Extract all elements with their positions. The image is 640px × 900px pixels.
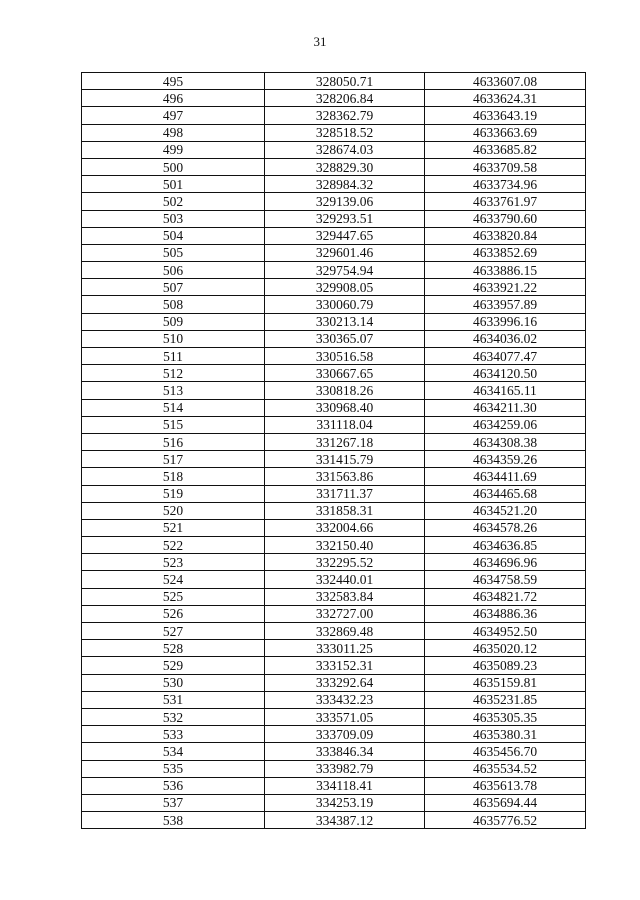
y-coordinate-cell: 4634165.11 <box>425 382 586 399</box>
point-number-cell: 523 <box>82 554 265 571</box>
y-coordinate-cell: 4634465.68 <box>425 485 586 502</box>
y-coordinate-cell: 4634211.30 <box>425 399 586 416</box>
point-number-cell: 524 <box>82 571 265 588</box>
table-row <box>82 657 586 674</box>
y-coordinate-cell: 4634077.47 <box>425 348 586 365</box>
point-number-cell: 496 <box>82 90 265 107</box>
point-number-cell: 499 <box>82 141 265 158</box>
y-coordinate-cell: 4633921.22 <box>425 279 586 296</box>
x-coordinate-cell: 331711.37 <box>265 485 425 502</box>
x-coordinate-cell: 333432.23 <box>265 691 425 708</box>
point-number-cell: 511 <box>82 348 265 365</box>
x-coordinate-cell: 332727.00 <box>265 605 425 622</box>
table-row <box>82 485 586 502</box>
x-coordinate-cell: 328984.32 <box>265 176 425 193</box>
x-coordinate-cell: 333982.79 <box>265 760 425 777</box>
point-number-cell: 500 <box>82 158 265 175</box>
x-coordinate-cell: 332583.84 <box>265 588 425 605</box>
point-number-cell: 503 <box>82 210 265 227</box>
table-row <box>82 158 586 175</box>
table-row <box>82 468 586 485</box>
x-coordinate-cell: 332295.52 <box>265 554 425 571</box>
x-coordinate-cell: 333292.64 <box>265 674 425 691</box>
x-coordinate-cell: 334387.12 <box>265 812 425 829</box>
table-row <box>82 73 586 90</box>
table-row <box>82 554 586 571</box>
y-coordinate-cell: 4634636.85 <box>425 537 586 554</box>
x-coordinate-cell: 331118.04 <box>265 416 425 433</box>
table-row <box>82 433 586 450</box>
y-coordinate-cell: 4633734.96 <box>425 176 586 193</box>
x-coordinate-cell: 333011.25 <box>265 640 425 657</box>
x-coordinate-cell: 328362.79 <box>265 107 425 124</box>
table-row <box>82 743 586 760</box>
table-row <box>82 244 586 261</box>
point-number-cell: 525 <box>82 588 265 605</box>
point-number-cell: 516 <box>82 433 265 450</box>
point-number-cell: 517 <box>82 451 265 468</box>
point-number-cell: 509 <box>82 313 265 330</box>
table-row <box>82 365 586 382</box>
point-number-cell: 504 <box>82 227 265 244</box>
table-row <box>82 90 586 107</box>
point-number-cell: 529 <box>82 657 265 674</box>
x-coordinate-cell: 331267.18 <box>265 433 425 450</box>
point-number-cell: 530 <box>82 674 265 691</box>
point-number-cell: 538 <box>82 812 265 829</box>
table-row <box>82 313 586 330</box>
x-coordinate-cell: 330213.14 <box>265 313 425 330</box>
y-coordinate-cell: 4634821.72 <box>425 588 586 605</box>
x-coordinate-cell: 332004.66 <box>265 519 425 536</box>
y-coordinate-cell: 4633957.89 <box>425 296 586 313</box>
y-coordinate-cell: 4635231.85 <box>425 691 586 708</box>
y-coordinate-cell: 4634036.02 <box>425 330 586 347</box>
x-coordinate-cell: 330667.65 <box>265 365 425 382</box>
table-row <box>82 416 586 433</box>
x-coordinate-cell: 332869.48 <box>265 623 425 640</box>
y-coordinate-cell: 4634952.50 <box>425 623 586 640</box>
y-coordinate-cell: 4635456.70 <box>425 743 586 760</box>
point-number-cell: 519 <box>82 485 265 502</box>
y-coordinate-cell: 4634886.36 <box>425 605 586 622</box>
y-coordinate-cell: 4633761.97 <box>425 193 586 210</box>
point-number-cell: 501 <box>82 176 265 193</box>
table-row <box>82 176 586 193</box>
table-row <box>82 777 586 794</box>
table-row <box>82 382 586 399</box>
y-coordinate-cell: 4633709.58 <box>425 158 586 175</box>
x-coordinate-cell: 330818.26 <box>265 382 425 399</box>
table-row <box>82 451 586 468</box>
x-coordinate-cell: 330516.58 <box>265 348 425 365</box>
table-row <box>82 640 586 657</box>
point-number-cell: 520 <box>82 502 265 519</box>
y-coordinate-cell: 4633886.15 <box>425 262 586 279</box>
y-coordinate-cell: 4633790.60 <box>425 210 586 227</box>
table-row <box>82 330 586 347</box>
x-coordinate-cell: 329139.06 <box>265 193 425 210</box>
point-number-cell: 506 <box>82 262 265 279</box>
point-number-cell: 518 <box>82 468 265 485</box>
x-coordinate-cell: 331415.79 <box>265 451 425 468</box>
y-coordinate-cell: 4633643.19 <box>425 107 586 124</box>
x-coordinate-cell: 333152.31 <box>265 657 425 674</box>
table-row <box>82 623 586 640</box>
coordinate-table <box>81 72 586 829</box>
x-coordinate-cell: 334118.41 <box>265 777 425 794</box>
table-row <box>82 691 586 708</box>
x-coordinate-cell: 329601.46 <box>265 244 425 261</box>
point-number-cell: 531 <box>82 691 265 708</box>
point-number-cell: 521 <box>82 519 265 536</box>
point-number-cell: 497 <box>82 107 265 124</box>
table-row <box>82 107 586 124</box>
table-row <box>82 537 586 554</box>
table-row <box>82 605 586 622</box>
point-number-cell: 513 <box>82 382 265 399</box>
table-row <box>82 262 586 279</box>
x-coordinate-cell: 329293.51 <box>265 210 425 227</box>
point-number-cell: 514 <box>82 399 265 416</box>
y-coordinate-cell: 4633624.31 <box>425 90 586 107</box>
point-number-cell: 536 <box>82 777 265 794</box>
table-row <box>82 794 586 811</box>
x-coordinate-cell: 333709.09 <box>265 726 425 743</box>
x-coordinate-cell: 328829.30 <box>265 158 425 175</box>
y-coordinate-cell: 4634259.06 <box>425 416 586 433</box>
x-coordinate-cell: 331858.31 <box>265 502 425 519</box>
coordinate-table-body <box>82 73 586 829</box>
point-number-cell: 527 <box>82 623 265 640</box>
point-number-cell: 537 <box>82 794 265 811</box>
x-coordinate-cell: 331563.86 <box>265 468 425 485</box>
x-coordinate-cell: 332440.01 <box>265 571 425 588</box>
table-row <box>82 519 586 536</box>
x-coordinate-cell: 328674.03 <box>265 141 425 158</box>
y-coordinate-cell: 4633607.08 <box>425 73 586 90</box>
point-number-cell: 515 <box>82 416 265 433</box>
x-coordinate-cell: 328050.71 <box>265 73 425 90</box>
y-coordinate-cell: 4633852.69 <box>425 244 586 261</box>
point-number-cell: 528 <box>82 640 265 657</box>
point-number-cell: 532 <box>82 708 265 725</box>
y-coordinate-cell: 4635613.78 <box>425 777 586 794</box>
y-coordinate-cell: 4634120.50 <box>425 365 586 382</box>
y-coordinate-cell: 4635020.12 <box>425 640 586 657</box>
x-coordinate-cell: 328518.52 <box>265 124 425 141</box>
table-row <box>82 674 586 691</box>
point-number-cell: 534 <box>82 743 265 760</box>
table-row <box>82 141 586 158</box>
point-number-cell: 522 <box>82 537 265 554</box>
y-coordinate-cell: 4633685.82 <box>425 141 586 158</box>
table-row <box>82 726 586 743</box>
point-number-cell: 498 <box>82 124 265 141</box>
y-coordinate-cell: 4634578.26 <box>425 519 586 536</box>
table-row <box>82 210 586 227</box>
y-coordinate-cell: 4634758.59 <box>425 571 586 588</box>
point-number-cell: 508 <box>82 296 265 313</box>
table-row <box>82 227 586 244</box>
table-row <box>82 708 586 725</box>
x-coordinate-cell: 330968.40 <box>265 399 425 416</box>
point-number-cell: 495 <box>82 73 265 90</box>
y-coordinate-cell: 4634521.20 <box>425 502 586 519</box>
y-coordinate-cell: 4633820.84 <box>425 227 586 244</box>
x-coordinate-cell: 330365.07 <box>265 330 425 347</box>
y-coordinate-cell: 4633663.69 <box>425 124 586 141</box>
point-number-cell: 526 <box>82 605 265 622</box>
table-row <box>82 588 586 605</box>
x-coordinate-cell: 333846.34 <box>265 743 425 760</box>
x-coordinate-cell: 334253.19 <box>265 794 425 811</box>
x-coordinate-cell: 328206.84 <box>265 90 425 107</box>
table-row <box>82 279 586 296</box>
point-number-cell: 512 <box>82 365 265 382</box>
y-coordinate-cell: 4635534.52 <box>425 760 586 777</box>
x-coordinate-cell: 329754.94 <box>265 262 425 279</box>
table-row <box>82 399 586 416</box>
y-coordinate-cell: 4635089.23 <box>425 657 586 674</box>
point-number-cell: 535 <box>82 760 265 777</box>
y-coordinate-cell: 4633996.16 <box>425 313 586 330</box>
y-coordinate-cell: 4635305.35 <box>425 708 586 725</box>
table-row <box>82 760 586 777</box>
page-number: 31 <box>313 34 327 49</box>
point-number-cell: 533 <box>82 726 265 743</box>
table-row <box>82 571 586 588</box>
x-coordinate-cell: 329908.05 <box>265 279 425 296</box>
x-coordinate-cell: 332150.40 <box>265 537 425 554</box>
y-coordinate-cell: 4634359.26 <box>425 451 586 468</box>
point-number-cell: 505 <box>82 244 265 261</box>
x-coordinate-cell: 330060.79 <box>265 296 425 313</box>
y-coordinate-cell: 4634308.38 <box>425 433 586 450</box>
x-coordinate-cell: 333571.05 <box>265 708 425 725</box>
point-number-cell: 507 <box>82 279 265 296</box>
y-coordinate-cell: 4635776.52 <box>425 812 586 829</box>
table-row <box>82 502 586 519</box>
y-coordinate-cell: 4634696.96 <box>425 554 586 571</box>
point-number-cell: 510 <box>82 330 265 347</box>
y-coordinate-cell: 4634411.69 <box>425 468 586 485</box>
x-coordinate-cell: 329447.65 <box>265 227 425 244</box>
table-row <box>82 124 586 141</box>
table-row <box>82 296 586 313</box>
y-coordinate-cell: 4635380.31 <box>425 726 586 743</box>
table-row <box>82 348 586 365</box>
y-coordinate-cell: 4635694.44 <box>425 794 586 811</box>
y-coordinate-cell: 4635159.81 <box>425 674 586 691</box>
point-number-cell: 502 <box>82 193 265 210</box>
table-row <box>82 812 586 829</box>
table-row <box>82 193 586 210</box>
